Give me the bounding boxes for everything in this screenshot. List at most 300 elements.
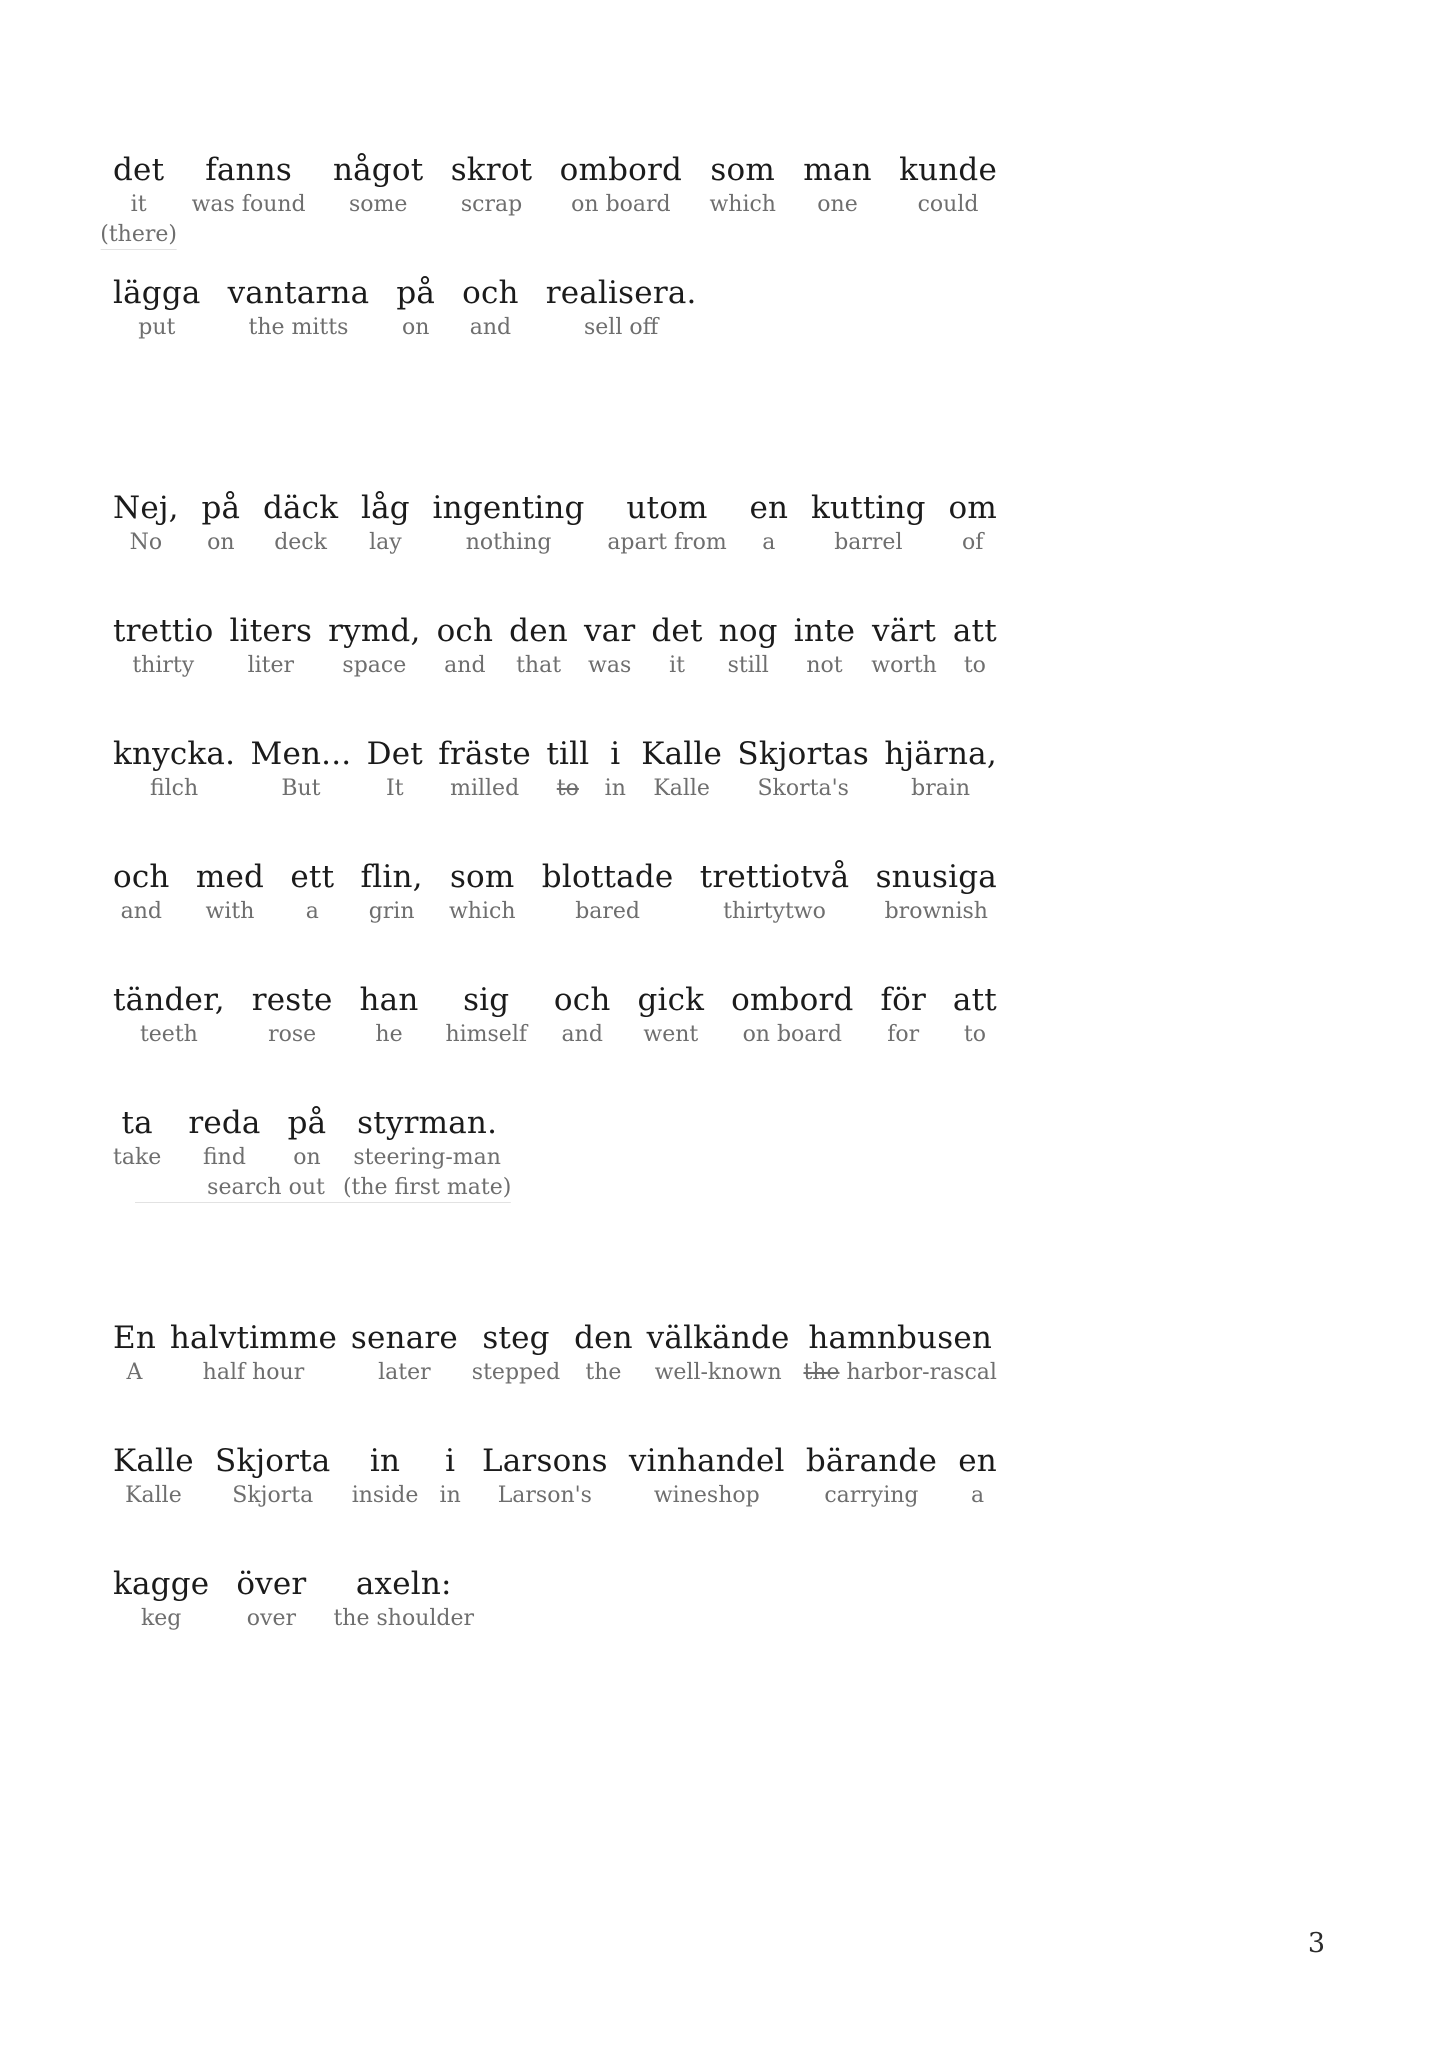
gloss-part: teeth <box>139 1022 198 1047</box>
paragraph <box>113 1318 997 1687</box>
word-pair <box>396 273 435 343</box>
swedish-word: gick <box>637 982 705 1018</box>
interlinear-text-block <box>100 150 997 1779</box>
swedish-word: i <box>610 736 621 772</box>
swedish-word: Kalle <box>113 1443 194 1479</box>
swedish-word: Men... <box>250 736 352 772</box>
word-pair <box>637 980 704 1050</box>
gloss <box>885 897 988 927</box>
gloss-part: himself <box>445 1022 527 1047</box>
gloss-part: Skjorta <box>232 1483 314 1508</box>
gloss-part: a <box>305 899 319 924</box>
gloss-part: was found <box>191 192 306 217</box>
swedish-word: ett <box>290 859 335 895</box>
gloss <box>584 313 658 343</box>
swedish-word: man <box>803 152 872 188</box>
swedish-word: han <box>359 982 419 1018</box>
gloss <box>669 651 685 681</box>
gloss-part: steering-man <box>353 1145 501 1170</box>
gloss <box>757 774 848 804</box>
gloss-part: rose <box>268 1022 317 1047</box>
word-pair <box>361 857 423 927</box>
swedish-word: axeln: <box>355 1566 452 1602</box>
gloss-part: barrel <box>834 530 903 555</box>
swedish-word: på <box>396 275 436 311</box>
swedish-word: värt <box>872 613 937 649</box>
gloss <box>306 897 319 927</box>
swedish-word: till <box>546 736 590 772</box>
gloss-part: one <box>817 192 858 217</box>
word-pair <box>113 488 179 558</box>
swedish-word: flin, <box>360 859 423 895</box>
word-pair <box>546 273 697 343</box>
gloss <box>557 774 579 804</box>
text-line <box>113 734 997 857</box>
gloss <box>449 897 516 927</box>
word-pair <box>546 734 589 804</box>
swedish-word: vinhandel <box>628 1443 785 1479</box>
word-pair <box>196 857 264 927</box>
word-pair <box>230 611 313 681</box>
word-pair <box>803 150 871 220</box>
word-pair <box>731 980 853 1050</box>
word-pair <box>113 734 235 804</box>
swedish-word: hjärna, <box>884 736 997 772</box>
gloss-part: to <box>963 1022 986 1047</box>
gloss <box>498 1481 592 1511</box>
word-pair <box>607 488 726 558</box>
word-pair <box>215 1441 330 1511</box>
swedish-word: den <box>574 1320 633 1356</box>
word-pair <box>737 734 869 804</box>
word-pair <box>290 857 334 927</box>
gloss <box>964 1020 986 1050</box>
word-pair <box>953 980 997 1050</box>
word-pair <box>806 1441 937 1511</box>
gloss <box>445 1020 527 1050</box>
gloss <box>762 528 775 558</box>
gloss <box>918 190 979 220</box>
swedish-word: något <box>332 152 424 188</box>
gloss <box>150 774 198 804</box>
gloss <box>562 1020 603 1050</box>
swedish-word: att <box>952 982 997 1018</box>
word-pair <box>113 980 225 1050</box>
swedish-word: kagge <box>113 1566 210 1602</box>
swedish-word: ta <box>121 1105 153 1141</box>
gloss <box>824 1481 918 1511</box>
word-pair <box>451 150 533 220</box>
swedish-word: att <box>952 613 997 649</box>
gloss-part: thirty <box>132 653 195 678</box>
gloss <box>192 190 306 220</box>
gloss <box>268 1020 316 1050</box>
gloss-part: it <box>669 653 685 678</box>
word-pair <box>794 611 855 681</box>
word-pair <box>440 1441 461 1511</box>
word-pair <box>554 980 611 1050</box>
word-pair <box>811 488 926 558</box>
word-pair <box>880 980 926 1050</box>
word-pair <box>367 734 423 804</box>
word-pair <box>542 857 674 927</box>
gloss-part: brownish <box>884 899 988 924</box>
gloss-part: over <box>246 1606 296 1631</box>
word-pair <box>188 1103 260 1173</box>
gloss <box>723 897 826 927</box>
word-group-row <box>113 1103 326 1173</box>
swedish-word: och <box>436 613 494 649</box>
gloss <box>709 190 776 220</box>
word-pair <box>228 273 370 343</box>
gloss <box>653 774 710 804</box>
gloss-part: stepped <box>471 1360 561 1385</box>
word-pair <box>948 488 996 558</box>
gloss-part: thirtytwo <box>723 899 826 924</box>
text-line <box>113 1564 997 1687</box>
swedish-word: Larsons <box>481 1443 608 1479</box>
swedish-word: var <box>583 613 636 649</box>
gloss <box>516 651 561 681</box>
swedish-word: utom <box>626 490 708 526</box>
word-pair <box>333 150 423 220</box>
swedish-word: kutting <box>810 490 926 526</box>
swedish-word: som <box>449 859 515 895</box>
word-pair <box>360 980 419 1050</box>
text-line <box>113 857 997 980</box>
gloss <box>206 897 255 927</box>
word-pair <box>958 1441 997 1511</box>
gloss-part: space <box>342 653 407 678</box>
word-pair <box>438 734 531 804</box>
gloss-part: which <box>709 192 776 217</box>
gloss <box>203 1143 246 1173</box>
gloss <box>247 1604 296 1634</box>
text-line <box>113 1441 997 1564</box>
word-pair <box>509 611 568 681</box>
swedish-word: med <box>195 859 265 895</box>
gloss <box>113 1143 161 1173</box>
word-pair <box>647 1318 790 1388</box>
gloss-part: Kalle <box>653 776 710 801</box>
gloss <box>249 313 349 343</box>
gloss <box>806 651 842 681</box>
word-pair <box>252 980 333 1050</box>
gloss <box>911 774 970 804</box>
swedish-word: blottade <box>541 859 674 895</box>
gloss <box>281 774 320 804</box>
gloss <box>349 190 407 220</box>
gloss <box>466 528 552 558</box>
gloss <box>132 651 194 681</box>
gloss <box>352 1481 419 1511</box>
gloss <box>472 1358 560 1388</box>
page-number: 3 <box>1307 1928 1325 1959</box>
gloss <box>369 528 402 558</box>
word-pair <box>263 488 338 558</box>
gloss-part: keg <box>140 1606 182 1631</box>
word-pair <box>899 150 997 220</box>
swedish-word: över <box>236 1566 307 1602</box>
gloss-part: wineshop <box>653 1483 760 1508</box>
swedish-word: den <box>509 613 568 649</box>
gloss-part: a <box>762 530 776 555</box>
swedish-word: på <box>201 490 241 526</box>
word-pair <box>462 273 519 343</box>
swedish-word: välkände <box>646 1320 790 1356</box>
gloss-part: deck <box>274 530 327 555</box>
swedish-word: på <box>287 1105 327 1141</box>
word-pair <box>113 857 170 927</box>
word-pair <box>361 488 410 558</box>
gloss-part: the shoulder <box>333 1606 475 1631</box>
gloss <box>461 190 522 220</box>
gloss-part: liter <box>247 653 295 678</box>
swedish-word: en <box>958 1443 997 1479</box>
swedish-word: Kalle <box>641 736 723 772</box>
gloss <box>274 528 327 558</box>
gloss-part: to <box>556 776 579 801</box>
gloss <box>125 1481 182 1511</box>
swedish-word: och <box>553 982 611 1018</box>
gloss-part: sell off <box>584 315 659 340</box>
gloss-part: on <box>207 530 235 555</box>
word-pair <box>574 1318 633 1388</box>
gloss-part: find <box>202 1145 246 1170</box>
word-pair <box>113 1564 209 1634</box>
word-pair <box>251 734 352 804</box>
gloss-part: could <box>917 192 979 217</box>
swedish-word: inte <box>793 613 856 649</box>
swedish-word: trettio <box>113 613 214 649</box>
gloss <box>138 313 175 343</box>
gloss <box>585 1358 621 1388</box>
swedish-word: trettiotvå <box>699 859 850 895</box>
gloss <box>834 528 902 558</box>
gloss <box>728 651 769 681</box>
secondary-gloss: (the first mate) <box>343 1174 511 1203</box>
swedish-word: Det <box>366 736 423 772</box>
gloss-part: Larson's <box>497 1483 592 1508</box>
swedish-word: reda <box>188 1105 261 1141</box>
swedish-word: lägga <box>113 275 201 311</box>
swedish-word: reste <box>251 982 333 1018</box>
swedish-word: tänder, <box>113 982 225 1018</box>
text-line <box>113 273 997 396</box>
word-pair <box>351 1318 458 1388</box>
word-pair <box>201 488 240 558</box>
word-pair <box>433 488 585 558</box>
gloss-part: Skorta's <box>757 776 849 801</box>
swedish-word: nog <box>718 613 778 649</box>
paragraph <box>100 150 997 396</box>
word-pair <box>560 150 682 220</box>
gloss <box>333 1604 474 1634</box>
gloss-part: inside <box>351 1483 419 1508</box>
text-line <box>100 150 997 273</box>
word-pair <box>113 273 201 343</box>
gloss-part: scrap <box>460 192 523 217</box>
swedish-word: ingenting <box>432 490 585 526</box>
gloss <box>654 1481 760 1511</box>
gloss-part: and <box>120 899 162 924</box>
swedish-word: hamnbusen <box>808 1320 993 1356</box>
gloss-part: the <box>585 1360 622 1385</box>
gloss-part: nothing <box>465 530 552 555</box>
gloss <box>588 651 631 681</box>
word-pair <box>884 734 997 804</box>
gloss <box>962 528 983 558</box>
swedish-word: rymd, <box>328 613 421 649</box>
swedish-word: bärande <box>805 1443 938 1479</box>
swedish-word: i <box>445 1443 456 1479</box>
word-pair <box>288 1103 327 1173</box>
word-pair <box>700 857 850 927</box>
word-pair <box>709 150 776 220</box>
word-pair <box>749 488 788 558</box>
swedish-word: vantarna <box>227 275 370 311</box>
swedish-word: en <box>749 490 789 526</box>
swedish-word: halvtimme <box>169 1320 338 1356</box>
swedish-word: snusiga <box>875 859 997 895</box>
gloss <box>375 1020 402 1050</box>
gloss-part: on <box>293 1145 321 1170</box>
word-pair <box>333 1564 474 1634</box>
gloss-part: for <box>887 1022 920 1047</box>
gloss <box>607 528 726 558</box>
gloss-part: and <box>469 315 512 340</box>
word-pair <box>100 150 177 247</box>
swedish-word: knycka. <box>113 736 236 772</box>
gloss <box>141 1604 181 1634</box>
gloss <box>386 774 404 804</box>
word-pair <box>876 857 997 927</box>
swedish-word: kunde <box>899 152 997 188</box>
text-line <box>113 980 997 1103</box>
swedish-word: in <box>369 1443 401 1479</box>
swedish-word: och <box>113 859 170 895</box>
gloss-part: But <box>281 776 321 801</box>
gloss-part: on board <box>742 1022 843 1047</box>
gloss-part: take <box>113 1145 162 1170</box>
word-group <box>113 1103 327 1200</box>
gloss <box>130 528 163 558</box>
swedish-word: för <box>880 982 926 1018</box>
gloss <box>470 313 511 343</box>
text-line <box>113 1103 997 1226</box>
gloss-part: A <box>126 1360 143 1385</box>
swedish-word: ombord <box>731 982 854 1018</box>
gloss <box>871 651 937 681</box>
gloss <box>369 897 415 927</box>
gloss <box>402 313 429 343</box>
swedish-word: skrot <box>450 152 533 188</box>
word-pair <box>445 980 527 1050</box>
swedish-word: som <box>710 152 775 188</box>
gloss <box>378 1358 431 1388</box>
gloss-part: that <box>516 653 562 678</box>
gloss-part: of <box>962 530 984 555</box>
gloss <box>803 1358 997 1388</box>
gloss-part: carrying <box>824 1483 919 1508</box>
gloss-part: not <box>806 653 843 678</box>
swedish-word: ombord <box>559 152 683 188</box>
gloss-part: in <box>604 776 626 801</box>
gloss-part: it <box>130 192 147 217</box>
word-pair <box>113 1318 156 1388</box>
gloss-part: brain <box>911 776 971 801</box>
gloss-part: half hour <box>202 1360 305 1385</box>
word-pair <box>584 611 635 681</box>
word-pair <box>629 1441 785 1511</box>
gloss <box>655 1358 782 1388</box>
gloss <box>127 1358 143 1388</box>
paragraph <box>113 488 997 1226</box>
swedish-word: steg <box>482 1320 550 1356</box>
swedish-word: Skjortas <box>737 736 869 772</box>
gloss <box>571 190 670 220</box>
gloss-part: some <box>348 192 408 217</box>
swedish-word: liters <box>229 613 313 649</box>
gloss <box>575 897 640 927</box>
swedish-word: däck <box>262 490 339 526</box>
text-line <box>113 611 997 734</box>
gloss-part: to <box>963 653 986 678</box>
gloss-part: still <box>727 653 769 678</box>
gloss-part: with <box>205 899 255 924</box>
gloss-part: Kalle <box>125 1483 182 1508</box>
swedish-word: Nej, <box>113 490 179 526</box>
gloss-part: on <box>402 315 430 340</box>
swedish-word: senare <box>350 1320 458 1356</box>
gloss-part: grin <box>368 899 415 924</box>
gloss <box>140 1020 198 1050</box>
gloss-part: apart from <box>607 530 727 555</box>
secondary-gloss: (there) <box>100 221 177 250</box>
gloss-part: worth <box>871 653 937 678</box>
gloss-part: a <box>971 1483 985 1508</box>
word-pair <box>113 611 214 681</box>
gloss <box>964 651 986 681</box>
gloss <box>353 1143 501 1173</box>
word-pair <box>641 734 722 804</box>
gloss <box>293 1143 320 1173</box>
gloss <box>131 190 147 220</box>
gloss <box>817 190 857 220</box>
word-pair <box>192 150 306 220</box>
gloss <box>207 528 234 558</box>
swedish-word: det <box>113 152 165 188</box>
swedish-word: fräste <box>438 736 531 772</box>
word-pair <box>651 611 702 681</box>
gloss <box>605 774 626 804</box>
gloss <box>971 1481 984 1511</box>
gloss-part: harbor-rascal <box>846 1360 997 1385</box>
word-pair <box>170 1318 337 1388</box>
swedish-word: sig <box>463 982 510 1018</box>
word-pair <box>236 1564 306 1634</box>
gloss <box>450 774 519 804</box>
gloss-part: well-known <box>654 1360 782 1385</box>
gloss-part: filch <box>149 776 199 801</box>
gloss-part: in <box>439 1483 461 1508</box>
gloss-part: went <box>643 1022 699 1047</box>
gloss <box>887 1020 919 1050</box>
gloss-part: the <box>803 1360 840 1385</box>
word-pair <box>113 1441 194 1511</box>
gloss-part: and <box>561 1022 603 1047</box>
gloss-part: put <box>138 315 176 340</box>
